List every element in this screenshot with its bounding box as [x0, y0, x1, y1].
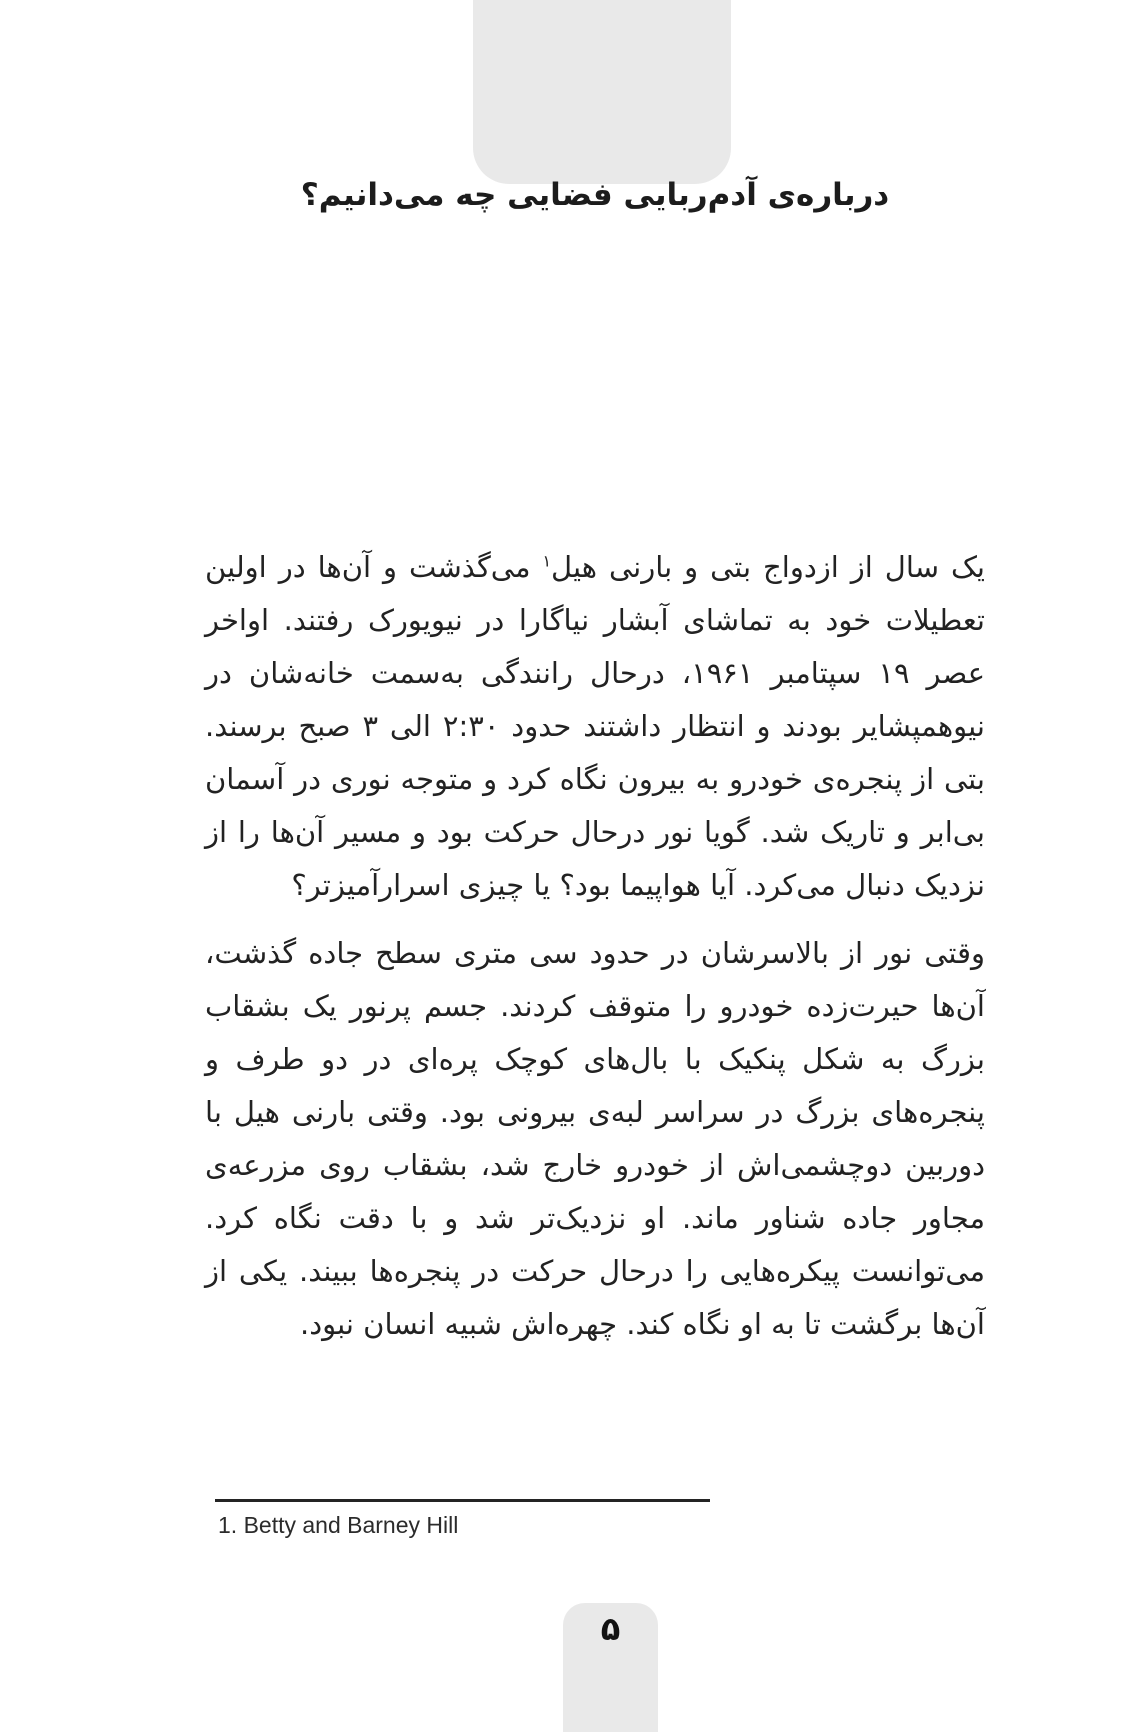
footnote-marker: ۱ — [542, 551, 552, 571]
paragraph-1-text-end: می‌گذشت و آن‌ها در اولین تعطیلات خود به تماشای آبشار نیاگارا در نیویورک رفتند. اواخر عصر ۱۹ سپتامبر ۱۹۶۱، درحال رانندگی به‌سمت خانه‌شان در نیوهمپشایر بودند و انتظار داشتند حدود ۲:۳۰ الی ۳ صبح برسند. بتی از پنجره‌ی خودرو به بیرون نگاه کرد و متوجه نوری در آسمان بی‌ابر و تاریک شد. گویا نور درحال حرکت بود و مسیر آن‌ها را از نزدیک دنبال می‌کرد. آیا هواپیما بود؟ یا چیزی اسرارآمیزتر؟ — [205, 550, 985, 902]
body-text — [205, 541, 985, 1351]
footnote-text: 1. Betty and Barney Hill — [218, 1512, 459, 1538]
paragraph-1 — [205, 541, 985, 912]
page-number: ۵ — [600, 1610, 621, 1648]
footnote-divider — [215, 1499, 710, 1502]
chapter-title: درباره‌ی آدم‌ربایی فضایی چه می‌دانیم؟ — [300, 177, 890, 213]
chapter-tab-decoration — [473, 0, 731, 184]
paragraph-2: وقتی نور از بالاسرشان در حدود سی متری سطح جاده گذشت، آن‌ها حیرت‌زده خودرو را متوقف کردند. جسم پرنور یک بشقاب بزرگ به شکل پنکیک با بال‌های کوچک پره‌ای در دو طرف و پنجره‌های بزرگ در سراسر لبه‌ی بیرونی بود. وقتی بارنی هیل با دوربین دوچشمی‌اش از خودرو خارج شد، بشقاب روی مزرعه‌ی مجاور جاده شناور ماند. او نزدیک‌تر شد و با دقت نگاه کرد. می‌توانست پیکره‌هایی را درحال حرکت در پنجره‌ها ببیند. یکی از آن‌ها برگشت تا به او نگاه کند. چهره‌اش شبیه انسان نبود. — [205, 936, 985, 1341]
page-number-tab — [563, 1603, 658, 1732]
paragraph-1-text-start: یک سال از ازدواج بتی و بارنی هیل — [551, 550, 985, 584]
